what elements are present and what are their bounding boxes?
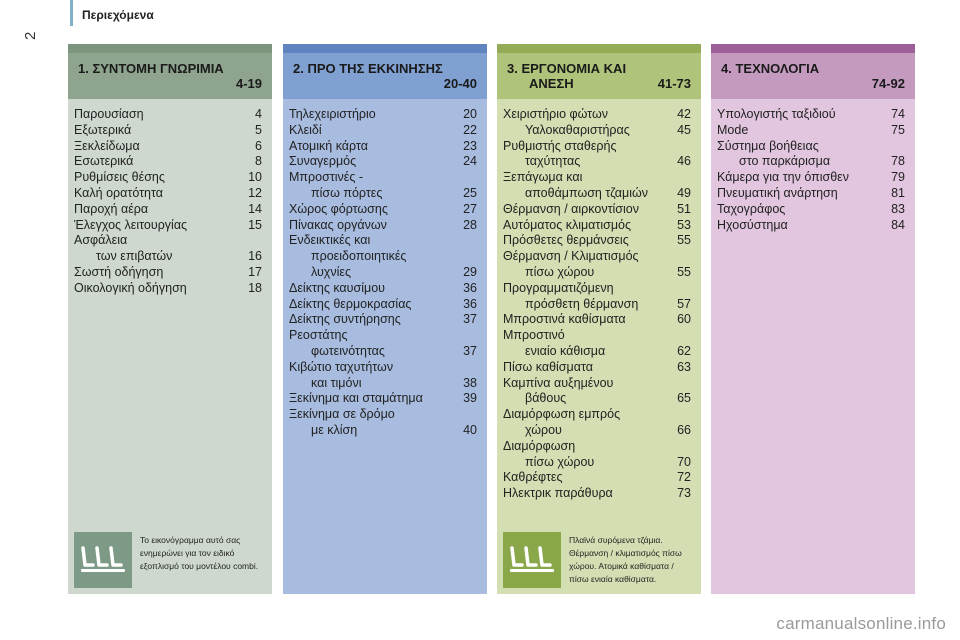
list-item[interactable]: Διαμόρφωση εμπρός χώρου 66	[503, 407, 691, 437]
list-item[interactable]: Θέρμανση / Κλιματισμός πίσω χώρου 55	[503, 249, 691, 279]
list-item[interactable]: Μπροστινά καθίσματα 60	[503, 312, 691, 327]
watermark: carmanualsonline.info	[776, 614, 946, 633]
list-item[interactable]: Πρόσθετες θερμάνσεις 55	[503, 233, 691, 248]
section-column-3	[497, 44, 701, 594]
section-column-1	[68, 44, 272, 594]
page-title: Περιεχόμενα	[82, 8, 154, 22]
list-item[interactable]: Ξεκλείδωμα 6	[74, 138, 262, 153]
list-item[interactable]: Κλειδί 22	[289, 122, 477, 137]
section-3-list	[497, 99, 701, 502]
list-item[interactable]: Mode 75	[717, 122, 905, 137]
list-item[interactable]: Ρυθμίσεις θέσης 10	[74, 170, 262, 185]
list-item[interactable]: Παρουσίαση 4	[74, 107, 262, 121]
section-1-note-text: Το εικονόγραμμα αυτό σας ενημερώνει για τον ειδικό εξοπλισμό του μοντέλου combi.	[140, 535, 259, 571]
section-3-title-line2: ΑΝΕΣΗ	[529, 76, 574, 91]
list-item[interactable]: Μπροστινές - πίσω πόρτες 25	[289, 170, 477, 200]
list-item[interactable]: Κάμερα για την όπισθεν 79	[717, 170, 905, 185]
list-item[interactable]: Καθρέφτες 72	[503, 470, 691, 485]
list-item[interactable]: Υαλοκαθαριστήρας 45	[525, 122, 691, 137]
section-2-top-bar	[283, 44, 487, 53]
list-item[interactable]: Έλεγχος λειτουργίας 15	[74, 217, 262, 232]
list-item[interactable]: Ρεοστάτης φωτεινότητας 37	[289, 328, 477, 358]
list-item[interactable]: Πίνακας οργάνων 28	[289, 217, 477, 232]
list-item[interactable]: Προγραμματιζόμενη πρόσθετη θέρμανση 57	[503, 280, 691, 311]
list-item[interactable]: Σωστή οδήγηση 17	[74, 264, 262, 279]
section-2-heading	[283, 53, 487, 99]
list-item[interactable]: Καμπίνα αυξημένου βάθους 65	[503, 375, 691, 406]
list-item[interactable]: Παροχή αέρα 14	[74, 201, 262, 216]
section-3-note	[503, 532, 695, 588]
list-item[interactable]: Ασφάλεια των επιβατών 16	[74, 233, 262, 264]
list-item[interactable]: Θέρμανση / αιρκοντίσιον 51	[503, 201, 691, 216]
section-column-4	[711, 44, 915, 594]
section-2-title: 2. ΠΡΟ ΤΗΣ ΕΚΚΙΝΗΣΗΣ	[293, 61, 443, 76]
list-item[interactable]: Ρυθμιστής σταθερής ταχύτητας 46	[503, 138, 691, 169]
list-item[interactable]: Καλή ορατότητα 12	[74, 185, 262, 200]
list-item[interactable]: Εσωτερικά 8	[74, 154, 262, 169]
section-3-heading	[497, 53, 701, 99]
seats-icon	[74, 532, 132, 588]
list-item[interactable]: Πίσω καθίσματα 63	[503, 359, 691, 374]
list-item[interactable]: Ηλεκτρικ παράθυρα 73	[503, 486, 691, 501]
section-4-top-bar	[711, 44, 915, 53]
list-item[interactable]: Δείκτης συντήρησης 37	[289, 312, 477, 327]
section-4-pages: 74-92	[871, 76, 905, 91]
list-item[interactable]: Ταχογράφος 83	[717, 201, 905, 216]
list-item[interactable]: Ξεκίνημα σε δρόμο με κλίση 40	[289, 407, 477, 437]
list-item[interactable]: Δείκτης θερμοκρασίας 36	[289, 296, 477, 311]
section-2-pages: 20-40	[443, 76, 477, 91]
section-4-heading	[711, 53, 915, 99]
section-3-note-text: Πλαϊνά συρόμενα τζάμια. Θέρμανση / κλιματισμός πίσω χώρου. Ατομικά καθίσματα / πίσω ενιαία καθίσματα.	[569, 535, 682, 584]
section-4-list	[711, 99, 915, 233]
list-item[interactable]: Πνευματική ανάρτηση 81	[717, 185, 905, 200]
list-item[interactable]: Ξεκίνημα και σταμάτημα 39	[289, 391, 477, 406]
seats-icon	[503, 532, 561, 588]
header-accent-line	[70, 0, 73, 26]
section-1-note	[74, 532, 266, 588]
section-1-list	[68, 99, 272, 297]
section-1-top-bar	[68, 44, 272, 53]
list-item[interactable]: Εξωτερικά 5	[74, 122, 262, 137]
list-item[interactable]: Ηχοσύστημα 84	[717, 217, 905, 232]
list-item[interactable]: Συναγερμός 24	[289, 154, 477, 169]
list-item[interactable]: Υπολογιστής ταξιδιού 74	[717, 107, 905, 121]
section-1-title: 1. ΣΥΝΤΟΜΗ ΓΝΩΡΙΜΙΑ	[78, 61, 224, 76]
list-item[interactable]: Κιβώτιο ταχυτήτων και τιμόνι 38	[289, 359, 477, 390]
section-3-top-bar	[497, 44, 701, 53]
list-item[interactable]: Μπροστινό ενιαίο κάθισμα 62	[503, 328, 691, 358]
list-item[interactable]: Οικολογική οδήγηση 18	[74, 280, 262, 295]
list-item[interactable]: Ξεπάγωμα και αποθάμπωση τζαμιών 49	[503, 170, 691, 200]
list-item[interactable]: Ατομική κάρτα 23	[289, 138, 477, 153]
section-1-heading	[68, 53, 272, 99]
section-2-list	[283, 99, 487, 439]
section-column-2	[283, 44, 487, 594]
section-3-title: 3. ΕΡΓΟΝΟΜΙΑ ΚΑΙ	[507, 61, 627, 76]
page-number: 2	[22, 31, 39, 40]
list-item[interactable]: Τηλεχειριστήριο 20	[289, 107, 477, 121]
list-item[interactable]: Αυτόματος κλιματισμός 53	[503, 217, 691, 232]
list-item[interactable]: Δείκτης καυσίμου 36	[289, 280, 477, 295]
list-item[interactable]: Χώρος φόρτωσης 27	[289, 201, 477, 216]
list-item[interactable]: Χειριστήριο φώτων 42	[503, 107, 691, 121]
section-3-pages: 41-73	[657, 76, 691, 91]
list-item[interactable]: Ενδεικτικές και προειδοποιητικές λυχνίες 29	[289, 233, 477, 279]
section-4-title: 4. ΤΕΧΝΟΛΟΓΙΑ	[721, 61, 820, 76]
list-item[interactable]: Διαμόρφωση πίσω χώρου 70	[503, 438, 691, 469]
section-1-pages: 4-19	[235, 76, 262, 91]
list-item[interactable]: Σύστημα βοήθειας στο παρκάρισμα 78	[717, 138, 905, 169]
